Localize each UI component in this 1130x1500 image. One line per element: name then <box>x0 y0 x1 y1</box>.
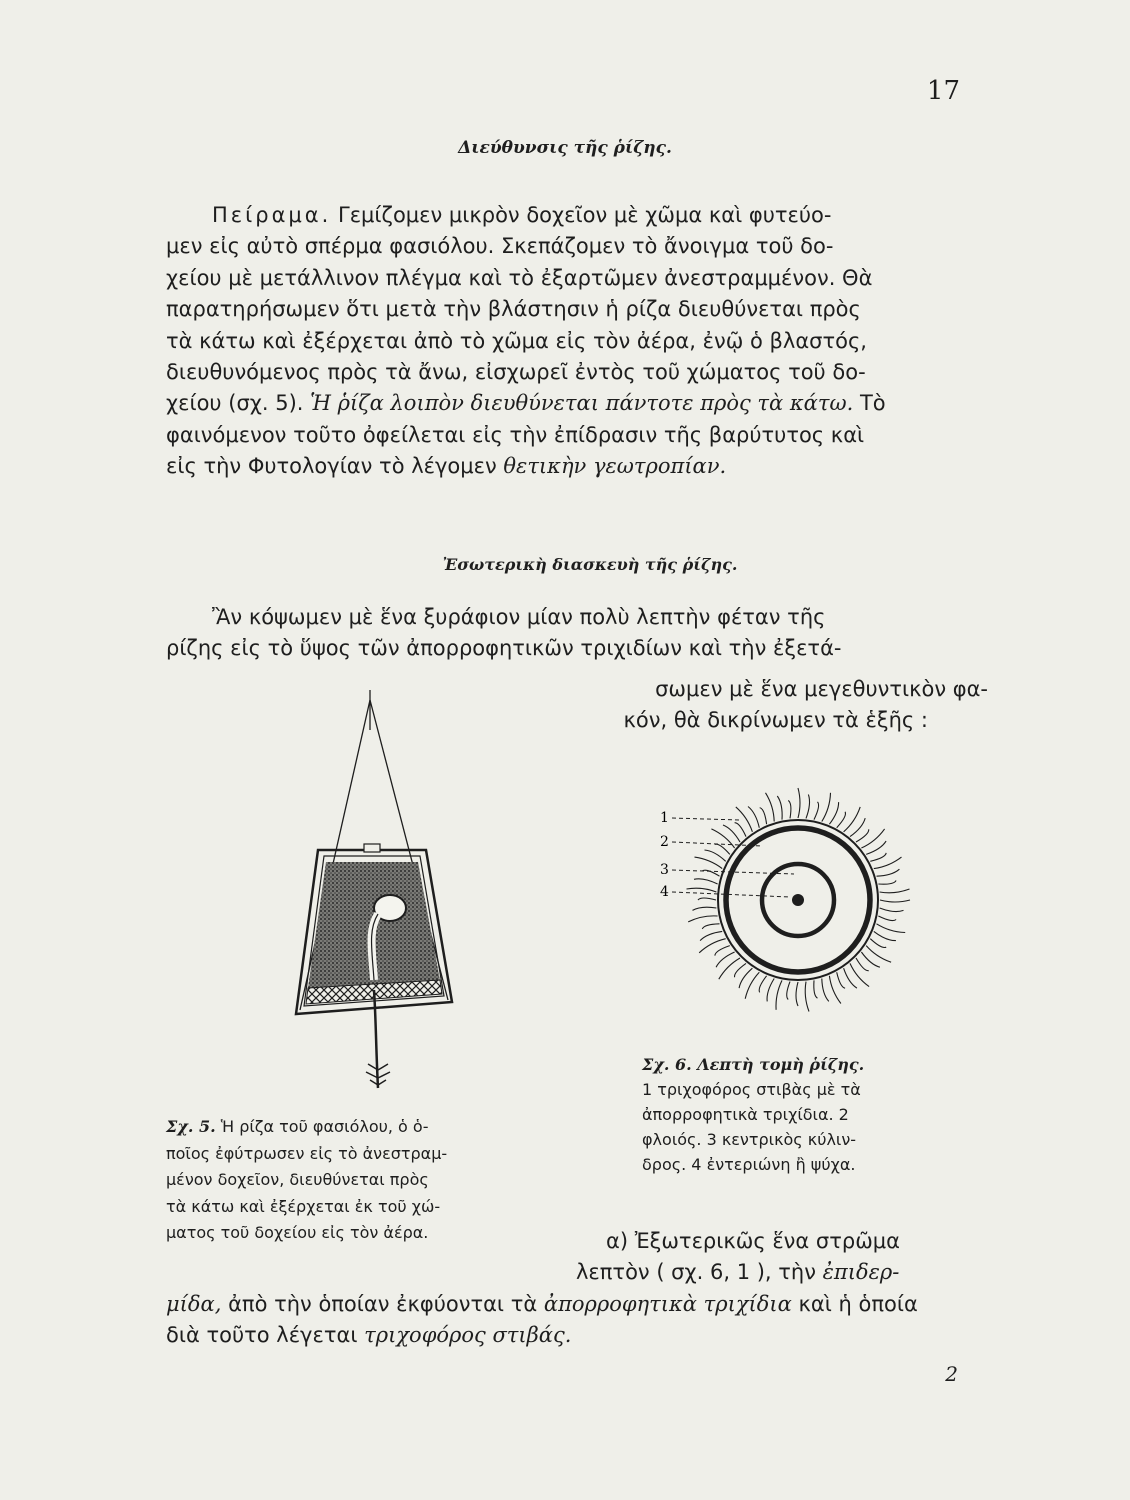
root-hair <box>788 801 791 819</box>
experiment-line-5: τὰ κάτω καὶ ἐξέρχεται ἀπὸ τὸ χῶμα εἰς τὸν ἀέρα, ἐνῷ ὁ βλαστός, <box>166 328 867 353</box>
root-hair <box>870 853 886 861</box>
root-hair <box>850 818 865 837</box>
conclusion-italic: Ἡ ῥίζα λοιπὸν διευθύνεται πάντοτε πρὸς τὰ κάτω. <box>310 391 854 416</box>
experiment-line-8: φαινόμενον τοῦτο ὀφείλεται εἰς τὴν ἐπίδρασιν τῆς βαρύτυτος καὶ <box>166 422 865 447</box>
root-hair <box>711 829 734 848</box>
pith-dot <box>792 894 804 906</box>
root-hair <box>822 793 831 822</box>
root-hair <box>877 924 906 933</box>
label-1: 1 <box>660 810 669 826</box>
experiment-paragraph <box>166 200 988 483</box>
experiment-label: Πείραμα. <box>212 203 332 227</box>
root-hair <box>719 958 740 979</box>
root-hair <box>877 869 900 876</box>
root-hair <box>837 812 846 828</box>
root-hair <box>861 829 884 848</box>
root-hair <box>837 972 845 988</box>
root-hair <box>715 946 730 956</box>
signature-mark: 2 <box>945 1362 958 1386</box>
figure-6-caption <box>642 1052 947 1177</box>
label-3: 3 <box>660 862 669 878</box>
root-hair <box>776 980 782 1009</box>
root-hair <box>688 916 717 922</box>
root-hair <box>715 844 730 854</box>
structure-line-2: ρίζης εἰς τὸ ὕψος τῶν ἀπορροφητικῶν τριχιδίων καὶ τὴν ἐξετά- <box>166 636 842 661</box>
root-hair <box>687 888 717 892</box>
experiment-line-1: Πείραμα. Γεμίζομεν μικρὸν δοχεῖον μὲ χῶμα καὶ φυτεύο- <box>212 203 832 227</box>
root-hair <box>814 980 818 998</box>
root-hair <box>878 881 896 885</box>
experiment-line-9: εἰς τὴν Φυτολογίαν τὸ λέγομεν θετικὴν γεωτροπίαν. <box>166 454 727 479</box>
epidermis-line-2: λεπτὸν ( σχ. 6, 1 ), τὴν ἐπιδερ- <box>576 1260 900 1285</box>
root-hair <box>796 982 798 1006</box>
root-hair <box>699 939 726 953</box>
root-hair <box>693 907 717 910</box>
root-hair <box>829 802 838 824</box>
experiment-line-7: χείου (σχ. 5). Ἡ ῥίζα λοιπὸν διευθύνεται πάντοτε πρὸς τὰ κάτω. Τὸ <box>166 391 886 416</box>
leader-line-4 <box>672 892 790 897</box>
structure-paragraph <box>166 602 988 665</box>
root-hair <box>814 802 819 820</box>
figure-5-caption-line: μένον δοχεῖον, διευθύνεται πρὸς <box>166 1170 429 1189</box>
label-4: 4 <box>660 884 669 900</box>
root-hair <box>874 931 896 940</box>
root-hair <box>856 829 869 842</box>
root-in-air <box>374 990 378 1088</box>
figure-6-caption-label: Σχ. 6. Λεπτὴ τομὴ ῥίζης. <box>642 1055 865 1074</box>
epidermis-line-3: μίδα, ἀπὸ τὴν ὁποίαν ἐκφύονται τὰ ἀπορροφητικὰ τριχίδια καὶ ἡ ὁποία <box>166 1291 918 1316</box>
experiment-line-4: παρατηρήσωμεν ὅτι μετὰ τὴν βλάστησιν ἡ ρίζα διευθύνεται πρὸς <box>166 297 861 322</box>
figure-5-caption-line: Σχ. 5. Ἡ ρίζα τοῦ φασιόλου, ὁ ὁ- <box>166 1117 429 1136</box>
root-hair <box>822 979 829 1002</box>
root-hair <box>787 982 790 1000</box>
figure-6-caption-line: 1 τριχοφόρος στιβὰς μὲ τὰ <box>642 1080 861 1099</box>
experiment-line-2: μεν εἰς αὐτὸ σπέρμα φασιόλου. Σκεπάζομεν τὸ ἄνοιγμα τοῦ δο- <box>166 234 834 259</box>
root-hair <box>878 916 896 921</box>
structure-line-4: κόν, θὰ δικρίνωμεν τὰ ἑξῆς : <box>623 708 928 733</box>
figure-5-caption-line: τὰ κάτω καὶ ἐξέρχεται ἐκ τοῦ χώ- <box>166 1196 441 1216</box>
root-hair <box>694 879 718 884</box>
figure-5-caption-line: ματος τοῦ δοχείου εἰς τὸν ἀέρα. <box>166 1223 429 1242</box>
figure-6-caption-line: φλοιός. 3 κεντρικὸς κύλιν- <box>642 1130 857 1149</box>
root-hair <box>880 900 910 902</box>
epidermis-paragraph <box>166 1226 988 1352</box>
root-hair <box>870 939 886 948</box>
label-2: 2 <box>660 834 669 850</box>
geotropism-term: θετικὴν γεωτροπίαν. <box>503 454 727 479</box>
root-hair <box>880 908 904 912</box>
root-hair <box>723 825 740 842</box>
root-hair <box>716 952 735 967</box>
root-hair <box>880 889 910 893</box>
figure-6-caption-line: δρος. 4 ἐντεριώνη ἢ ψύχα. <box>642 1155 856 1174</box>
root-hair <box>798 788 800 818</box>
root-hair <box>766 793 775 822</box>
root-hair <box>734 963 746 977</box>
root-hair <box>735 823 746 837</box>
figure-6-caption-line: ἀπορροφητικὰ τριχίδια. 2 <box>642 1105 849 1124</box>
root-hair <box>850 963 869 986</box>
root-hair <box>695 857 723 869</box>
epidermis-line-1: α) Ἐξωτερικῶς ἕνα στρῶμα <box>606 1229 900 1253</box>
structure-paragraph-continued <box>582 674 988 737</box>
structure-line-3: σωμεν μὲ ἕνα μεγεθυντικὸν φα- <box>655 677 988 701</box>
structure-line-1: Ἂν κόψωμεν μὲ ἕνα ξυράφιον μίαν πολὺ λεπτὴν φέταν τῆς <box>212 605 826 629</box>
root-hair <box>705 850 726 861</box>
root-hair <box>700 931 722 940</box>
epidermis-line-4: διὰ τοῦτο λέγεται τριχοφόρος στιβάς. <box>166 1323 572 1348</box>
root-hair <box>760 808 767 825</box>
page-number: 17 <box>926 76 960 106</box>
root-hair <box>844 807 861 832</box>
experiment-line-6: διευθυνόμενος πρὸς τὰ ἄνω, εἰσχωρεῖ ἐντὸς τοῦ χώματος τοῦ δο- <box>166 360 866 385</box>
root-hair <box>856 958 869 971</box>
root-hair <box>861 952 880 967</box>
root-hair <box>806 795 810 819</box>
container-lid <box>364 844 380 852</box>
root-hair <box>702 924 719 929</box>
experiment-line-3: χείου μὲ μετάλλινον πλέγμα καὶ τὸ ἐξαρτῶμεν ἀνεστραμμένον. Θὰ <box>166 265 873 290</box>
section-heading-direction: Διεύθυνσις τῆς ῥίζης. <box>458 138 672 158</box>
root-hair <box>866 946 891 963</box>
root-hair <box>736 807 753 832</box>
root-hair <box>759 976 766 993</box>
root-hair <box>777 796 782 820</box>
section-heading-structure: Ἐσωτερικὴ διασκευὴ τῆς ῥίζης. <box>442 555 738 574</box>
figure-5-caption-label: Σχ. 5. <box>166 1117 216 1136</box>
root-hair <box>745 972 759 999</box>
figure-5-caption-line: ποῖος ἐφύτρωσεν εἰς τὸ ἀνεστραμ- <box>166 1143 448 1163</box>
figure-5-illustration <box>280 690 480 1110</box>
root-hair <box>805 982 809 1012</box>
root-hair <box>698 898 716 900</box>
root-hair <box>767 979 774 1002</box>
leader-line-1 <box>672 818 740 820</box>
figure-6-cross-section <box>650 780 980 1040</box>
